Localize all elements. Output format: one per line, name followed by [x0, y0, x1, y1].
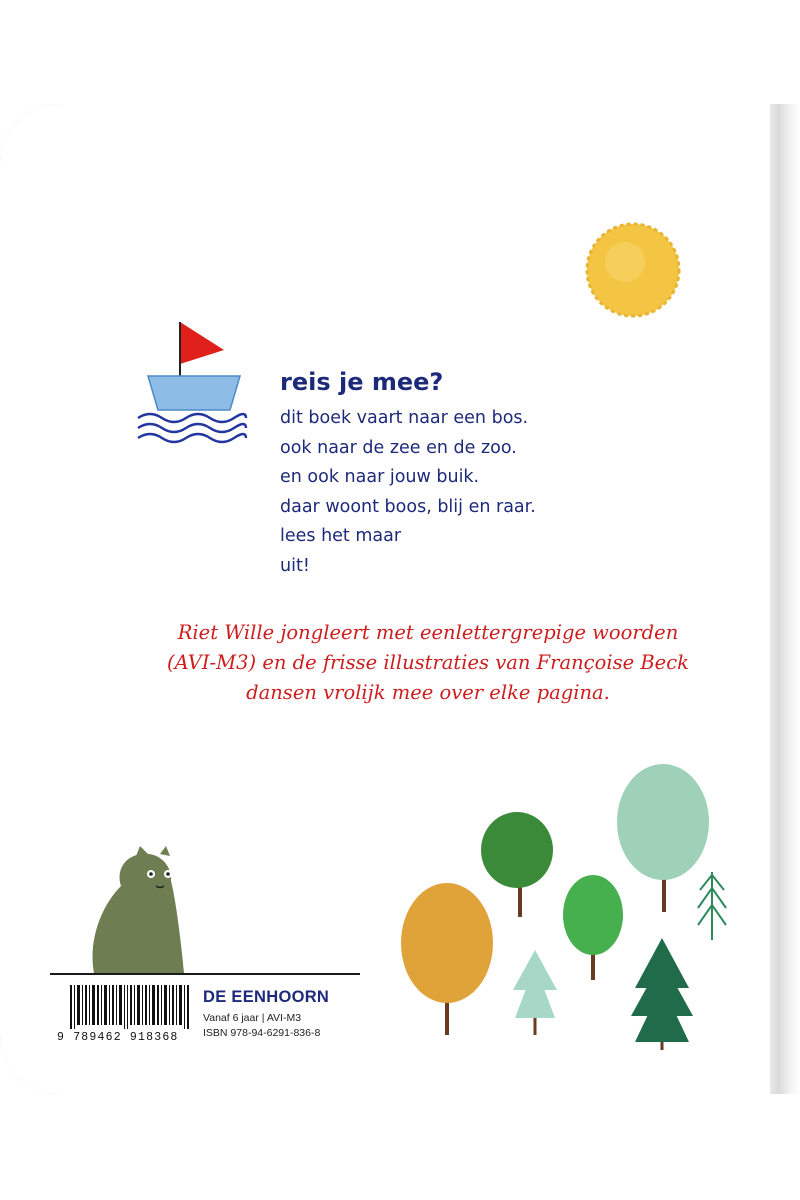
sun-illustration [585, 222, 685, 322]
bear-illustration [76, 846, 196, 976]
blurb-line: ook naar de zee en de zoo. [280, 437, 517, 458]
tagline-line: dansen vrolijk mee over elke pagina. [246, 681, 610, 704]
barcode-top-rule [50, 973, 360, 975]
tagline-line: (AVI-M3) en de frisse illustraties van Françoise Beck [167, 651, 689, 674]
blurb-title: reis je mee? [280, 368, 444, 396]
blurb-line: daar woont boos, blij en raar. [280, 496, 536, 517]
blurb-line: en ook naar jouw buik. [280, 467, 480, 487]
blurb-text [280, 368, 536, 581]
tagline [148, 618, 708, 708]
isbn-text: ISBN 978-94-6291-836-8 [203, 1027, 321, 1039]
barcode-digits: 9 789462 918368 [57, 1031, 179, 1044]
blurb-line: lees het maar [280, 526, 402, 546]
age-level: Vanaf 6 jaar | AVI-M3 [203, 1012, 302, 1024]
forest-illustration [395, 760, 735, 1060]
barcode [70, 985, 190, 1029]
blurb-line: dit boek vaart naar een bos. [280, 408, 529, 428]
blurb-line: uit! [280, 555, 310, 576]
sailboat-illustration [136, 318, 256, 448]
book-page-corner [14, 118, 74, 1080]
tagline-line: Riet Wille jongleert met eenlettergrepige woorden [177, 621, 679, 644]
publisher-name: DE EENHOORN [203, 988, 330, 1006]
